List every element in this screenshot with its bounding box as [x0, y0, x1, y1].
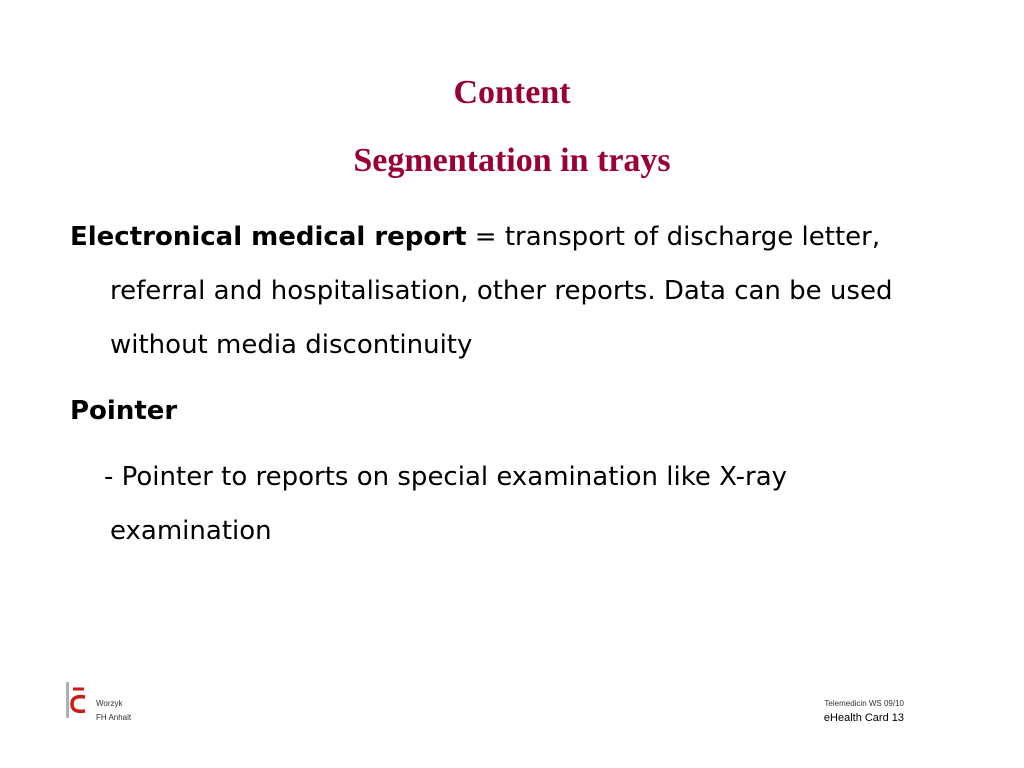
slide-subtitle: Segmentation in trays: [353, 142, 671, 179]
fh-anhalt-logo-icon: [66, 682, 88, 718]
footer-card-number: eHealth Card 13: [823, 712, 904, 724]
pointer-heading: Pointer: [70, 396, 178, 426]
footer-course: Telemedicin WS 09/10: [824, 699, 904, 708]
term-electronical-medical-report: Electronical medical report: [70, 222, 467, 252]
slide-title: Content: [453, 74, 571, 111]
electronical-medical-report-paragraph: [70, 210, 960, 372]
footer-course-block: [824, 697, 904, 725]
footer-institution: FH Anhalt: [96, 713, 132, 722]
footer-author-block: [96, 697, 131, 725]
pointer-description: - Pointer to reports on special examination like X-ray examination: [104, 462, 788, 546]
footer-author: Worzyk: [96, 699, 123, 708]
electronical-medical-report-description: = transport of discharge letter, referral and hospitalisation, other reports. Data can be used without media discontinuity: [110, 222, 893, 360]
